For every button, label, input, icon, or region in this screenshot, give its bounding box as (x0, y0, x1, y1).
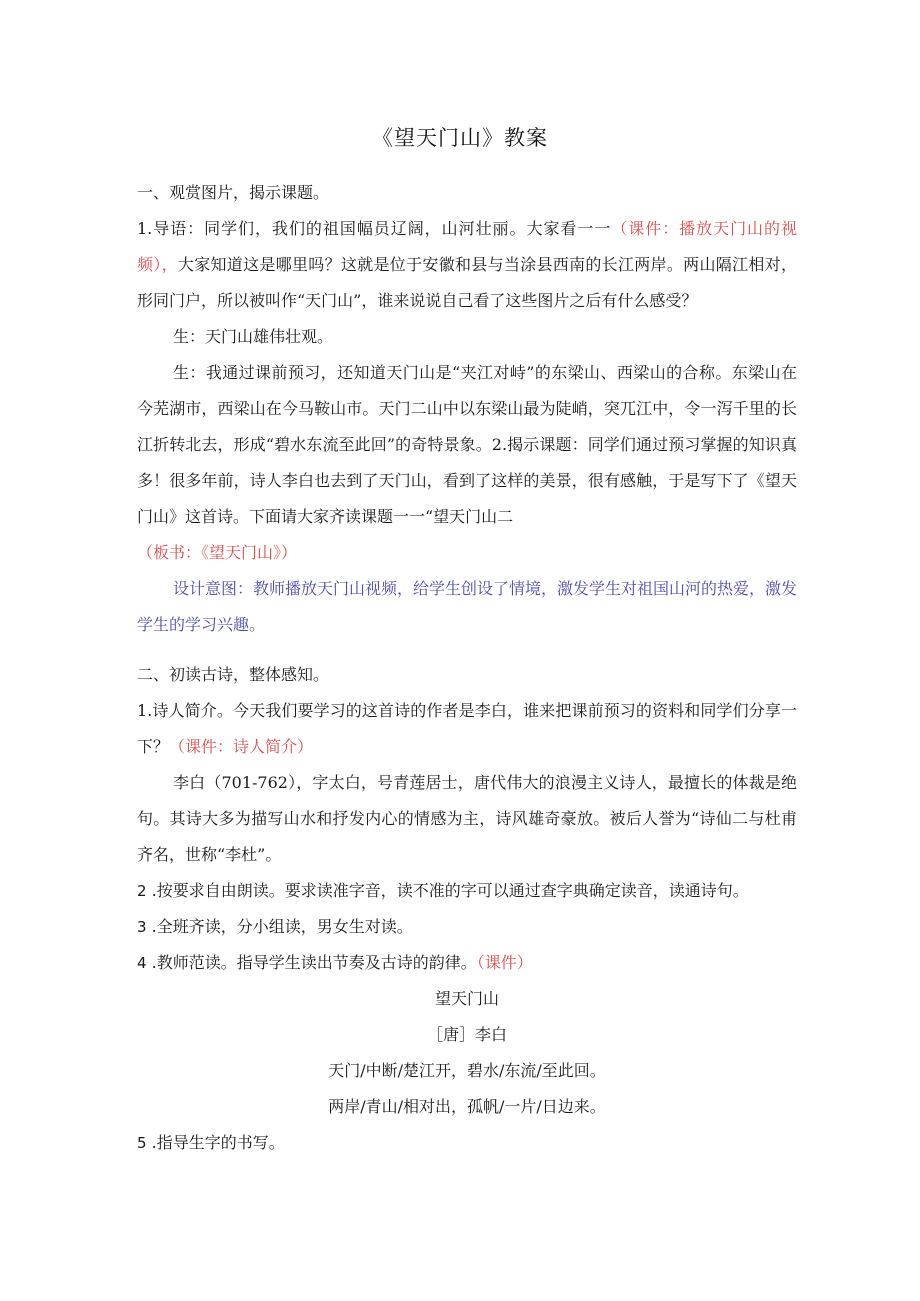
step-4-text: .教师范读。指导学生读出节奏及古诗的韵律。 (146, 953, 477, 972)
step-5-number: 5 (137, 1134, 147, 1152)
section-1-intro (137, 211, 797, 319)
step-4-number: 4 (137, 954, 147, 972)
poet-courseware-note: （课件：诗人简介） (169, 737, 314, 756)
document-body (137, 175, 797, 1161)
poem-title: 望天门山 (434, 989, 499, 1008)
design-intent: 设计意图：教师播放天门山视频，给学生创设了情境，激发学生对祖国山河的热爱，激发学生的学习兴趣。 (137, 579, 798, 634)
step-2-number: 2 (137, 882, 147, 900)
student-answer-2-text: 生：我通过课前预习，还知道天门山是“夹江对峙”的东梁山、西梁山的合称。东梁山在今芜湖市，西梁山在今马鞍山市。天门二山中以东梁山最为陡峭，突兀江中，令一泻千里的长江折转北去，形成“碧水东流至此回”的奇特景象。2.揭示课题：同学们通过预习掌握的知识真多！很多年前，诗人李白也去到了天门山，看到了这样的美景，很有感触，于是写下了《望天门山》这首诗。下面请大家齐读课题一一“望天门山二 (137, 363, 797, 526)
section-1-heading: 一、观赏图片，揭示课题。 (137, 183, 330, 202)
poem-line-2: 两岸/青山/相对出，孤帆/一片/日边来。 (328, 1097, 606, 1116)
li-bai-bio: 李白（701-762），字太白，号青莲居士，唐代伟大的浪漫主义诗人，最擅长的体裁是绝句。其诗大多为描写山水和抒发内心的情感为主，诗风雄奇豪放。被后人誉为“诗仙二与杜甫齐名，世称“李杜”。 (137, 773, 797, 864)
step-3 (137, 909, 797, 945)
step-5 (137, 1125, 797, 1161)
step-4-courseware-note: （课件） (476, 953, 533, 972)
step-2 (137, 873, 797, 909)
intro-text-cont: 大家知道这是哪里吗？这就是位于安徽和县与当涂县西南的长江两岸。两山隔江相对，形同门户，所以被叫作“天门山”，谁来说说自己看了这些图片之后有什么感受？ (137, 255, 797, 310)
step-3-number: 3 (137, 918, 147, 936)
poet-intro (137, 693, 797, 765)
poet-intro-text: 1.诗人简介。今天我们要学习的这首诗的作者是李白，谁来把课前预习的资料和同学们分享一下？ (137, 701, 797, 756)
student-answer-1: 生：天门山雄伟壮观。 (173, 327, 334, 346)
intro-text: 1.导语：同学们，我们的祖国幅员辽阔，山河壮丽。大家看一一 (137, 219, 612, 238)
section-2-heading: 二、初读古诗，整体感知。 (137, 665, 330, 684)
step-4 (137, 945, 797, 981)
poem-author: ［唐］李白 (426, 1025, 507, 1044)
student-answer-2 (137, 355, 797, 571)
courseware-note: （课件：播放天门山的视频）， (137, 219, 797, 274)
blackboard-note: （板书：《望天门山》） (137, 543, 298, 562)
step-5-text: .指导生字的书写。 (146, 1133, 285, 1152)
document-title: 《望天门山》教案 (372, 126, 548, 150)
step-2-text: .按要求自由朗读。要求读准字音，读不准的字可以通过查字典确定读音，读通诗句。 (146, 881, 749, 900)
poem-line-1: 天门/中断/楚江开，碧水/东流/至此回。 (328, 1061, 606, 1080)
step-3-text: .全班齐读，分小组读，男女生对读。 (146, 917, 413, 936)
